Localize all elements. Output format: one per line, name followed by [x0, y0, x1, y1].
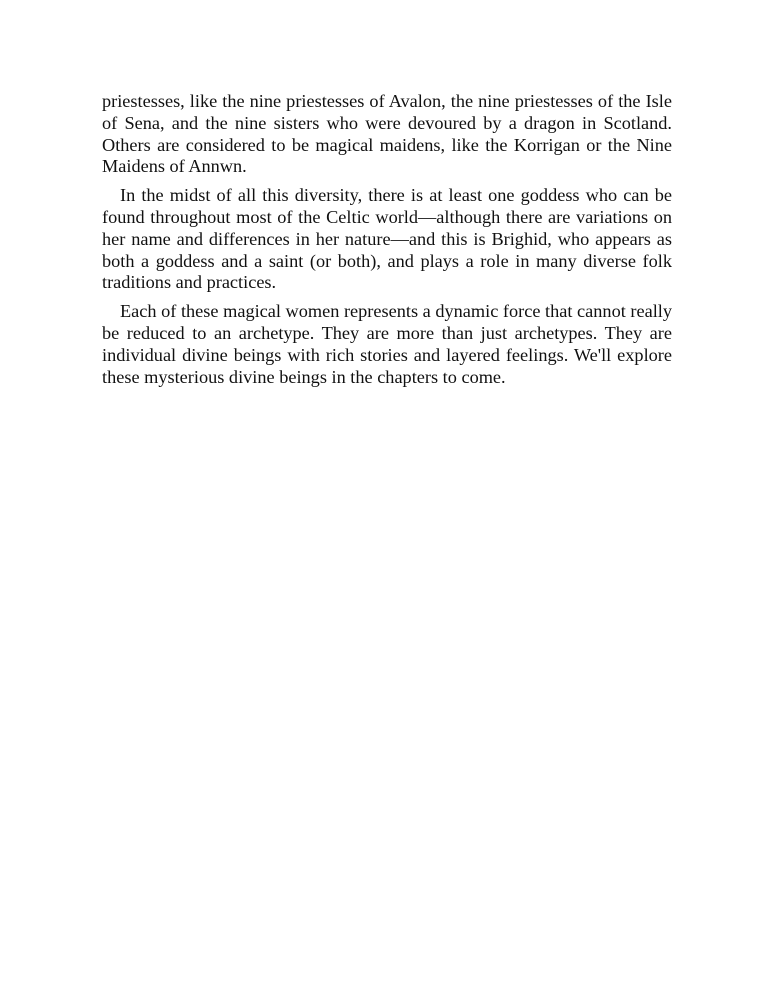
- paragraph-continuation: priestesses, like the nine priestesses of Avalon, the nine priestesses of the Isle of Sena, and the nine sisters who were devoured by a dragon in Scotland. Others are considered to be magical maidens, like the Korrigan or the Nine Maidens of Annwn.: [102, 91, 672, 177]
- paragraph-brighid: In the midst of all this diversity, there is at least one goddess who can be found throughout most of the Celtic world—although there are variations on her name and differences in her nature—and this is Brighid, who appears as both a goddess and a saint (or both), and plays a role in many diverse folk traditions and practices.: [102, 185, 672, 293]
- body-text: [102, 91, 672, 395]
- paragraph-magical-women: Each of these magical women represents a dynamic force that cannot really be reduced to an archetype. They are more than just archetypes. They are individual divine beings with rich stories and layered feelings. We'll explore these mysterious divine beings in the chapters to come.: [102, 301, 672, 387]
